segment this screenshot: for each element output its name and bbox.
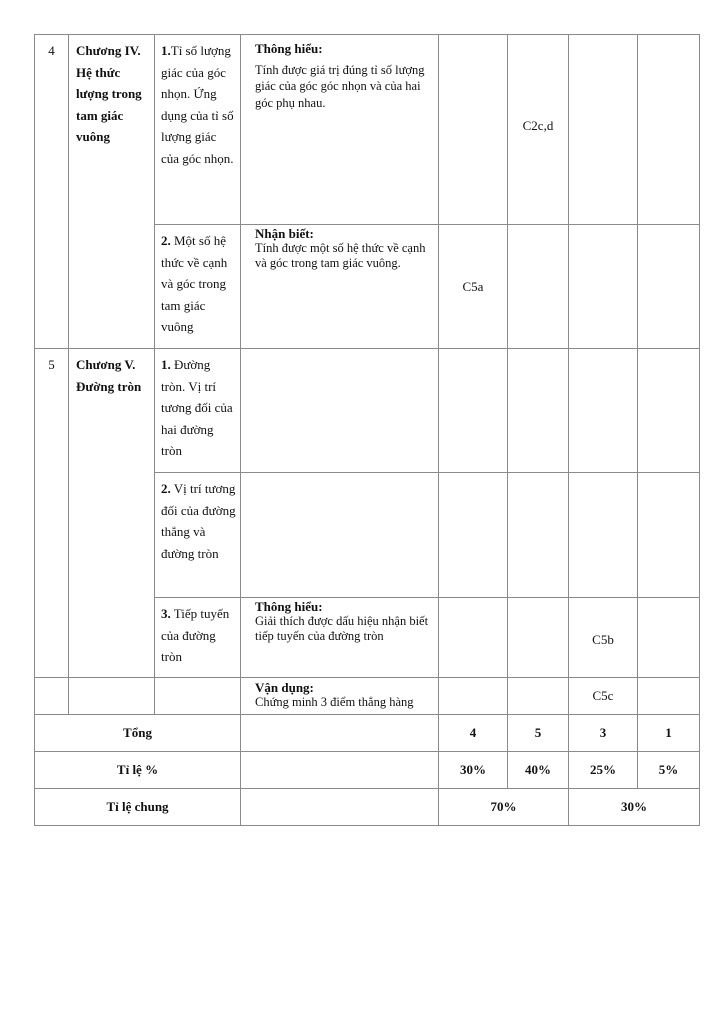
table-row [35,35,700,225]
requirement-cell [241,349,439,473]
question-cell [508,678,569,715]
question-cell [638,349,700,473]
topic-title: Đường tròn. Vị trí tương đối của hai đường tròn [161,357,233,458]
question-cell [569,225,638,349]
topic-cell [155,598,241,678]
topic-title: Vị trí tương đối của đường thẳng và đường tròn [161,481,236,561]
ratio-value: 5% [638,752,700,789]
ratio-row [35,752,700,789]
ratio-value: 40% [508,752,569,789]
common-ratio-value: 30% [569,789,700,826]
requirement-desc: Chứng minh 3 điểm thẳng hàng [255,695,414,709]
question-cell [508,473,569,598]
empty-cell [241,715,439,752]
topic-cell [155,473,241,598]
empty-cell [69,678,155,715]
question-cell: C5b [569,598,638,678]
question-cell [638,35,700,225]
topic-title: Một số hệ thức về cạnh và góc trong tam giác vuông [161,233,228,334]
question-cell [508,225,569,349]
question-cell [638,473,700,598]
requirement-cell [241,678,439,715]
row-number: 5 [35,349,69,678]
question-cell: C2c,d [508,35,569,225]
requirement-desc: Tính được giá trị đúng tỉ số lượng giác của góc góc nhọn và của hai góc phụ nhau. [255,62,425,110]
question-cell [569,473,638,598]
topic-cell [155,225,241,349]
requirement-cell [241,35,439,225]
requirement-cell [241,598,439,678]
topic-cell [155,35,241,225]
total-value: 3 [569,715,638,752]
total-value: 1 [638,715,700,752]
ratio-label: Tỉ lệ % [35,752,241,789]
question-cell [569,35,638,225]
level-label: Thông hiểu: [255,599,323,614]
requirement-cell [241,473,439,598]
row-number: 4 [35,35,69,349]
topic-number: 1. [161,43,171,58]
common-ratio-value: 70% [439,789,569,826]
topic-number: 2. [161,481,171,496]
common-ratio-label: Tỉ lệ chung [35,789,241,826]
question-cell [569,349,638,473]
requirement-desc: Tính được một số hệ thức về cạnh và góc trong tam giác vuông. [255,241,426,270]
question-cell: C5c [569,678,638,715]
requirement-desc: Giải thích được dấu hiệu nhận biết tiếp tuyến của đường tròn [255,614,429,643]
question-cell [508,598,569,678]
level-label: Nhận biết: [255,226,314,241]
empty-cell [155,678,241,715]
question-cell: C5a [439,225,508,349]
topic-title: Tỉ số lượng giác của góc nhọn. Ứng dụng của tỉ số lượng giác của góc nhọn. [161,43,234,166]
empty-cell [35,678,69,715]
topic-title: Tiếp tuyến của đường tròn [161,606,230,664]
ratio-value: 25% [569,752,638,789]
empty-cell [241,789,439,826]
total-row [35,715,700,752]
assessment-matrix-table [34,34,700,826]
chapter-name: Chương IV. Hệ thức lượng trong tam giác vuông [69,35,155,349]
question-cell [439,349,508,473]
question-cell [439,473,508,598]
topic-cell [155,349,241,473]
topic-number: 2. [161,233,171,248]
level-label: Thông hiểu: [255,41,323,56]
total-value: 4 [439,715,508,752]
question-cell [439,598,508,678]
total-value: 5 [508,715,569,752]
empty-cell [241,752,439,789]
ratio-value: 30% [439,752,508,789]
question-cell [439,35,508,225]
question-cell [638,678,700,715]
question-cell [508,349,569,473]
total-label: Tổng [35,715,241,752]
level-label: Vận dụng: [255,680,314,695]
question-cell [638,225,700,349]
common-ratio-row [35,789,700,826]
table-row [35,349,700,473]
topic-number: 3. [161,606,171,621]
topic-number: 1. [161,357,171,372]
question-cell [638,598,700,678]
requirement-cell [241,225,439,349]
chapter-name: Chương V. Đường tròn [69,349,155,678]
question-cell [439,678,508,715]
table-row [35,678,700,715]
